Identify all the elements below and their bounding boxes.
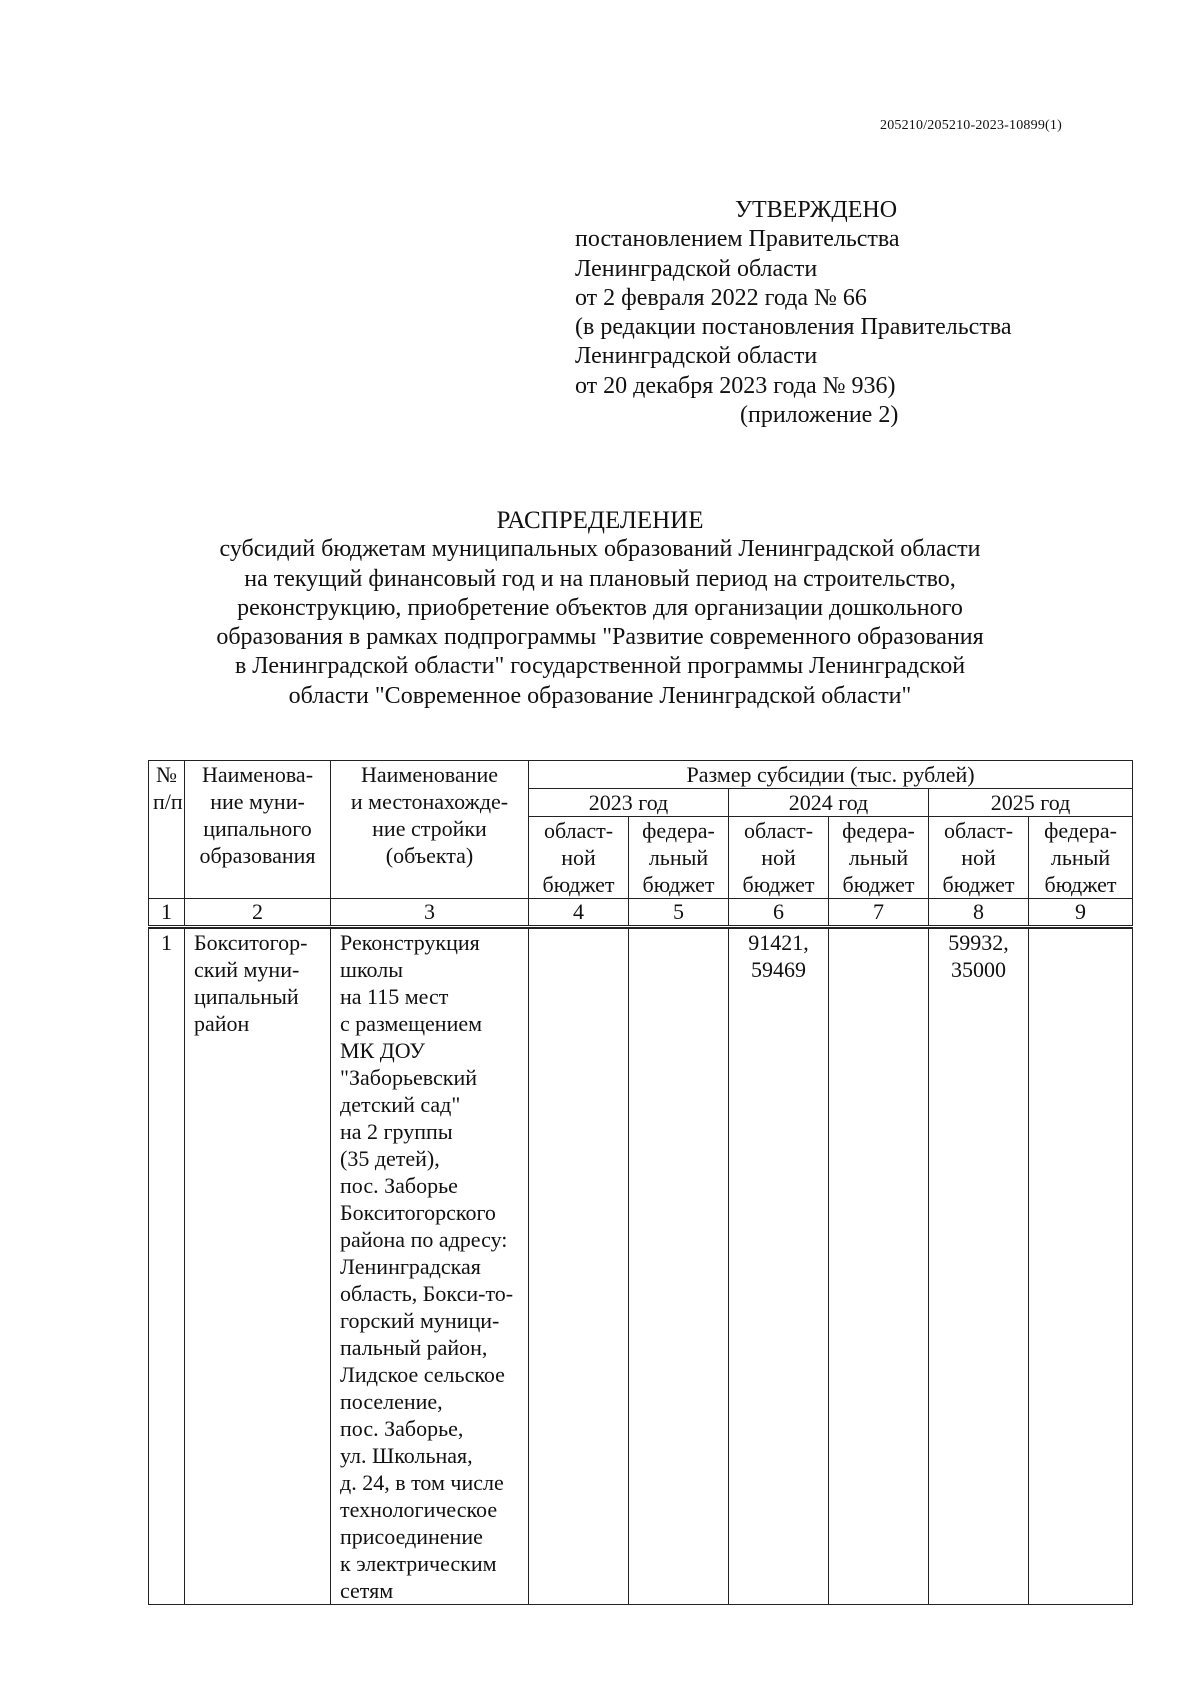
header-text: ципального [203,816,312,841]
table-header-row [149,761,1133,789]
header-text: федера- [842,818,915,843]
col-header-federal-budget [1029,817,1133,899]
object-cell [331,929,529,1605]
heading-line: на текущий финансовый год и на плановый период на строительство, [244,565,956,592]
approval-line: (в редакции постановления Правительства [575,314,1012,341]
heading-line: области "Современное образование Ленинградской области" [288,682,912,709]
cell-text: школы [340,957,403,982]
amount-2025-federal-cell [1029,929,1133,1605]
heading-line: реконструкцию, приобретение объектов для организации дошкольного [237,594,963,621]
header-text: льный [848,845,909,870]
cell-text: Лидское сельское [340,1362,505,1387]
table-row [149,929,1133,1605]
cell-text: (35 детей), [340,1146,440,1171]
header-text: ной [561,845,596,870]
header-text: (объекта) [385,843,474,868]
amount-text: 35000 [951,957,1006,982]
header-text: ние муни- [210,789,305,814]
header-text: бюджет [1044,872,1117,897]
cell-text: Бокситогорского [340,1200,496,1225]
col-header-year-2023: 2023 год [529,789,729,817]
cell-text: поселение, [340,1389,443,1414]
approval-line: Ленинградской области [575,343,818,370]
amount-text: 59469 [751,957,806,982]
cell-text: детский сад" [340,1092,461,1117]
column-number: 2 [185,899,331,927]
annex-label: (приложение 2) [740,402,899,429]
column-number: 9 [1029,899,1133,927]
header-text: ной [961,845,996,870]
col-header-regional-budget [729,817,829,899]
header-text: льный [1050,845,1111,870]
amount-2024-federal-cell [829,929,929,1605]
col-header-federal-budget [829,817,929,899]
approval-line: Ленинградской области [575,255,818,282]
cell-text: ципальный [194,984,299,1009]
col-header-year-2025: 2025 год [929,789,1133,817]
approval-line: от 20 декабря 2023 года № 936) [575,372,896,399]
cell-text: район [194,1011,250,1036]
cell-text: к электрическим [340,1551,497,1576]
column-number: 1 [149,899,185,927]
cell-text: присоединение [340,1524,483,1549]
cell-text: МК ДОУ [340,1038,425,1063]
header-text: Наименование [360,762,499,787]
column-number: 3 [331,899,529,927]
heading-line: образования в рамках подпрограммы "Развитие современного образования [216,624,984,651]
municipality-cell [185,929,331,1605]
header-text: образования [199,843,316,868]
cell-text: ский муни- [194,957,300,982]
header-text: бюджет [942,872,1015,897]
cell-text: технологическое [340,1497,498,1522]
amount-2023-regional-cell [529,929,629,1605]
cell-text: "Заборьевский [340,1065,478,1090]
cell-text: пос. Заборье [340,1173,458,1198]
header-text: бюджет [742,872,815,897]
cell-text: Реконструкция [340,930,480,955]
header-text: бюджет [542,872,615,897]
col-header-federal-budget [629,817,729,899]
amount-text: 91421, [748,930,809,955]
header-text: льный [648,845,709,870]
header-text: бюджет [842,872,915,897]
cell-text: д. 24, в том числе [340,1470,504,1495]
header-text: федера- [1044,818,1117,843]
approval-block [575,196,1012,430]
header-text: федера- [642,818,715,843]
heading-line: субсидий бюджетам муниципальных образований Ленинградской области [219,536,981,563]
cell-text: на 115 мест [340,984,449,1009]
col-header-number [149,761,185,899]
header-text: област- [543,818,614,843]
document-registration-number: 205210/205210-2023-10899(1) [880,118,1062,133]
column-number: 5 [629,899,729,927]
cell-text: ул. Школьная, [340,1443,473,1468]
col-header-regional-budget [529,817,629,899]
col-header-year-2024: 2024 год [729,789,929,817]
cell-text: область, Бокси-то- [340,1281,514,1306]
cell-text: Ленинградская [340,1254,481,1279]
cell-text: района по адресу: [340,1227,508,1252]
header-text: ние стройки [372,816,487,841]
amount-2023-federal-cell [629,929,729,1605]
subsidy-distribution-table [148,760,1133,1605]
amount-text: 59932, [948,930,1009,955]
cell-text: с размещением [340,1011,483,1036]
amount-2025-regional-cell [929,929,1029,1605]
cell-text: пос. Заборье, [340,1416,464,1441]
header-text: област- [943,818,1014,843]
header-text: бюджет [642,872,715,897]
header-text: и местонахожде- [350,789,509,814]
heading-line: в Ленинградской области" государственной программы Ленинградской [234,653,966,680]
cell-text: Бокситогор- [194,930,308,955]
cell-text: горский муници- [340,1308,500,1333]
column-number: 8 [929,899,1029,927]
cell-text: пальный район, [340,1335,488,1360]
approval-title: УТВЕРЖДЕНО [735,197,898,223]
cell-text: на 2 группы [340,1119,453,1144]
column-number-row [149,899,1133,927]
column-number: 4 [529,899,629,927]
col-header-subsidy-amount: Размер субсидии (тыс. рублей) [529,761,1133,789]
approval-line: постановлением Правительства [575,226,900,253]
approval-line: от 2 февраля 2022 года № 66 [575,284,867,311]
col-header-object [331,761,529,899]
header-text: п/п [153,789,183,814]
document-heading [0,506,1200,711]
heading-title: РАСПРЕДЕЛЕНИЕ [496,507,704,534]
row-number-cell: 1 [149,929,185,1605]
cell-text: сетям [340,1578,394,1603]
column-number: 6 [729,899,829,927]
header-text: ной [761,845,796,870]
header-text: Наименова- [201,762,314,787]
col-header-regional-budget [929,817,1029,899]
header-text: № [156,762,177,787]
amount-2024-regional-cell [729,929,829,1605]
header-text: област- [743,818,814,843]
col-header-municipality [185,761,331,899]
column-number: 7 [829,899,929,927]
